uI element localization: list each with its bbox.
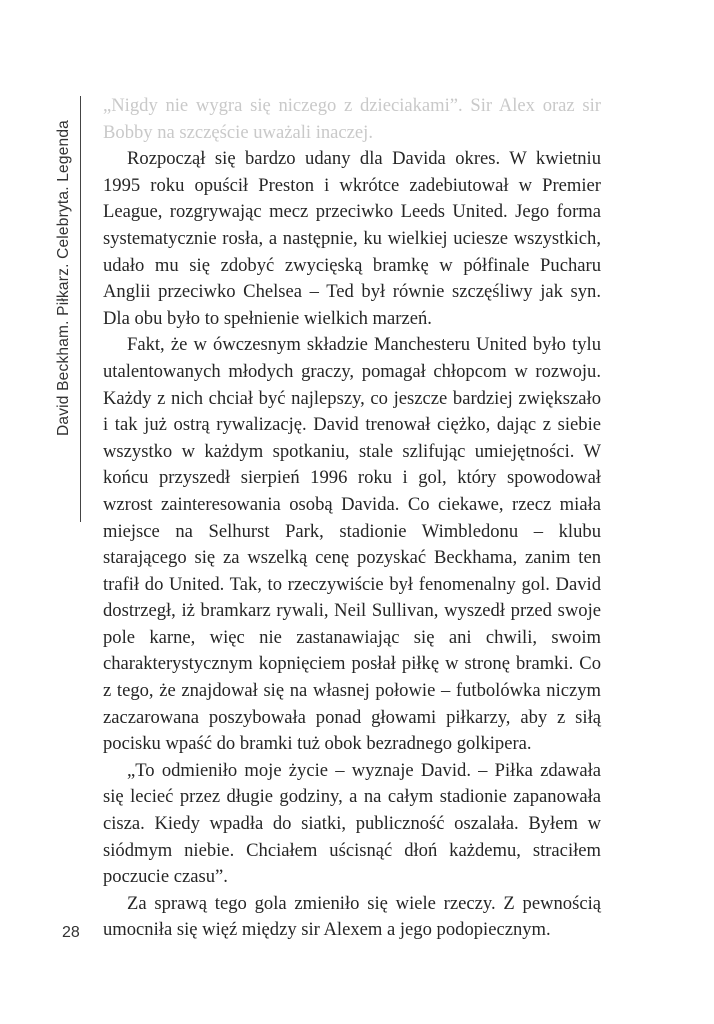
- paragraph-4: Za sprawą tego gola zmieniło się wiele rzeczy. Z pewnością umocniła się więź między sir Alexem a jego podopiecznym.: [103, 892, 601, 941]
- paragraph-faded-continuation: „Nigdy nie wygra się niczego z dzieciakami”. Sir Alex oraz sir Bobby na szczęście uważali inaczej.: [103, 95, 601, 143]
- running-head-divider: [80, 96, 81, 522]
- paragraph-3: „To odmieniło moje życie – wyznaje David. – Piłka zdawała się lecieć przez długie godziny, a na całym stadionie zapanowała cisza. Kiedy wpadła do siatki, publiczność oszalała. Byłem w siódmym niebie. Chciałem uścisnąć dłoń każdemu, straciłem poczucie czasu”.: [103, 759, 601, 888]
- page-number: 28: [62, 924, 80, 941]
- running-head: David Beckham. Piłkarz. Celebryta. Legenda: [55, 120, 72, 436]
- paragraph-2: Fakt, że w ówczesnym składzie Manchesteru United było tylu utalentowanych młodych graczy, pomagał chłopcom w rozwoju. Każdy z nich chciał być najlepszy, co jeszcze bardziej zwiększało i tak już ostrą rywalizację. David trenował ciężko, dając z siebie wszystko w każdym spotkaniu, stale szlifując umiejętności. W końcu przyszedł sierpień 1996 roku i gol, który spowodował wzrost zainteresowania osobą Davida. Co ciekawe, rzecz miała miejsce na Selhurst Park, stadionie Wimbledonu – klubu starającego się za wszelką cenę pozyskać Beckhama, zanim ten trafił do United. Tak, to rzeczywiście był fenomenalny gol. David dostrzegł, iż bramkarz rywali, Neil Sullivan, wyszedł przed swoje pole karne, więc nie zastanawiając się ani chwili, swoim charakterystycznym kopnięciem posłał piłkę w stronę bramki. Co z tego, że znajdował się na własnej połowie – futbolówka niczym zaczarowana poszybowała ponad głowami piłkarzy, aby z siłą pocisku wpaść do bramki tuż obok bezradnego golkipera.: [103, 334, 601, 755]
- body-text: [103, 93, 601, 944]
- paragraph-1: Rozpoczął się bardzo udany dla Davida okres. W kwietniu 1995 roku opuścił Preston i wkrótce zadebiutował w Premier League, rozgrywając mecz przeciwko Leeds United. Jego forma systematycznie rosła, a następnie, ku wielkiej uciesze wszystkich, udało mu się zdobyć zwycięską bramkę w półfinale Pucharu Anglii przeciwko Chelsea – Ted był równie szczęśliwy jak syn. Dla obu było to spełnienie wielkich marzeń.: [103, 148, 601, 329]
